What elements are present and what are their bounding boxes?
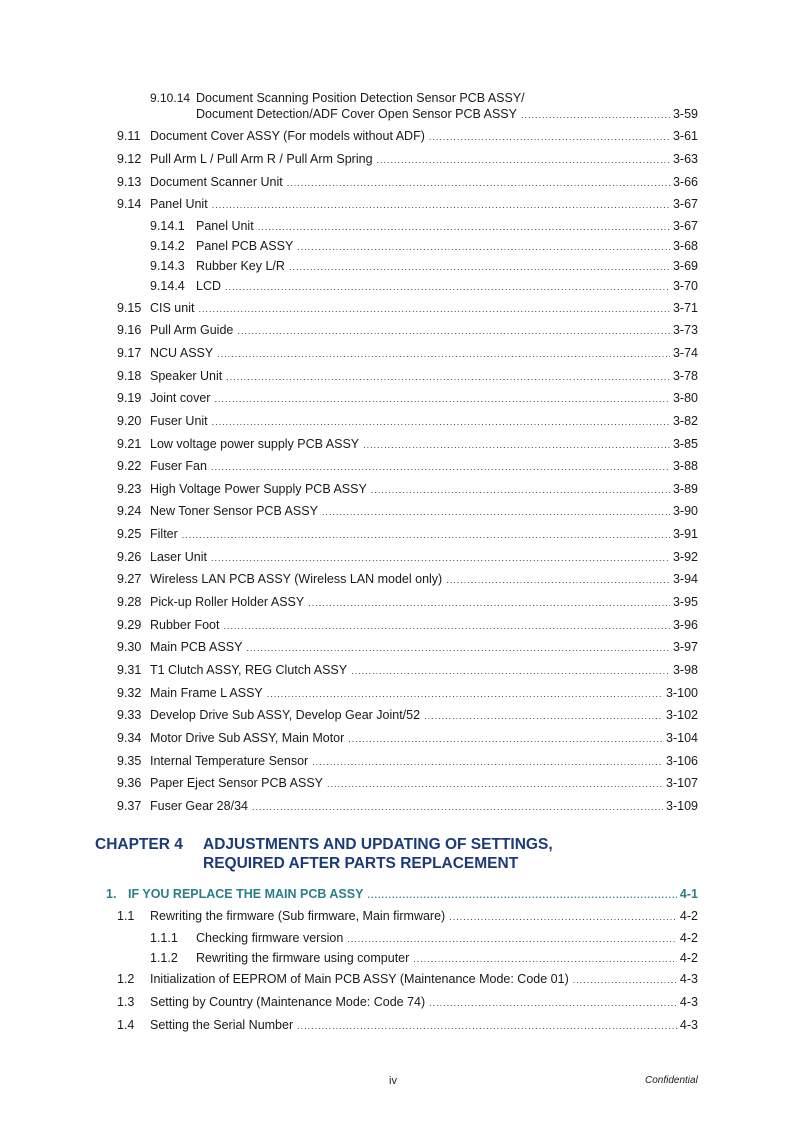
chapter-title-line2: REQUIRED AFTER PARTS REPLACEMENT (203, 855, 519, 872)
toc-num: 1. (106, 887, 117, 901)
toc-num: 9.13 (117, 175, 142, 189)
toc-entry-9-22[interactable] (117, 459, 698, 475)
toc-num: 9.25 (117, 527, 142, 541)
leader-dots (252, 800, 663, 815)
toc-num: 1.1.1 (150, 931, 178, 945)
toc-title: Fuser Fan (150, 459, 207, 473)
toc-page: 3-82 (672, 414, 698, 428)
toc-entry-9-14-1[interactable] (150, 219, 698, 235)
leader-dots (198, 302, 670, 317)
toc-num: 9.10.14 (150, 91, 191, 105)
leader-dots (258, 220, 670, 235)
toc-entry-9-37[interactable] (117, 799, 698, 815)
toc-entry-9-33[interactable] (117, 708, 698, 724)
leader-dots (429, 996, 677, 1011)
toc-entry-9-14-4[interactable] (150, 279, 698, 295)
toc-title: Panel Unit (196, 219, 254, 233)
toc-num: 9.29 (117, 618, 142, 632)
toc-num: 9.12 (117, 152, 142, 166)
toc-num: 9.15 (117, 301, 142, 315)
toc-entry-9-14-2[interactable] (150, 239, 698, 255)
toc-page: 3-97 (672, 640, 698, 654)
toc-num: 9.14.2 (150, 239, 185, 253)
leader-dots (429, 130, 670, 145)
toc-page: 3-63 (672, 152, 698, 166)
toc-page: 4-2 (679, 909, 698, 923)
leader-dots (297, 240, 670, 255)
toc-title: Fuser Gear 28/34 (150, 799, 248, 813)
toc-entry-9-36[interactable] (117, 776, 698, 792)
toc-num: 9.32 (117, 686, 142, 700)
leader-dots (347, 932, 677, 947)
toc-page: 3-91 (672, 527, 698, 541)
leader-dots (308, 596, 670, 611)
toc-num: 9.17 (117, 346, 142, 360)
leader-dots (573, 973, 677, 988)
toc-title: Fuser Unit (150, 414, 208, 428)
toc-num: 1.2 (117, 972, 135, 986)
toc-page: 3-71 (672, 301, 698, 315)
leader-dots (182, 528, 670, 543)
toc-page: 3-107 (666, 776, 698, 790)
toc-title: Low voltage power supply PCB ASSY (150, 437, 360, 451)
leader-dots (267, 687, 663, 702)
toc-title: Pull Arm L / Pull Arm R / Pull Arm Spring (150, 152, 373, 166)
toc-page: 3-73 (672, 323, 698, 337)
toc-title: High Voltage Power Supply PCB ASSY (150, 482, 367, 496)
toc-entry-9-24[interactable] (117, 504, 698, 520)
toc-num: 9.27 (117, 572, 142, 586)
toc-page: 3-67 (672, 219, 698, 233)
toc-entry-1-3[interactable] (117, 995, 698, 1011)
toc-page: 3-104 (666, 731, 698, 745)
toc-page: 3-106 (666, 754, 698, 768)
toc-entry-9-18[interactable] (117, 369, 698, 385)
toc-page: 3-70 (672, 279, 698, 293)
toc-title-line2: Document Detection/ADF Cover Open Sensor PCB ASSY (196, 107, 517, 121)
leader-dots (212, 415, 670, 430)
toc-num: 9.22 (117, 459, 142, 473)
toc-num: 9.14.3 (150, 259, 185, 273)
toc-num: 9.28 (117, 595, 142, 609)
toc-num: 9.37 (117, 799, 142, 813)
leader-dots (287, 176, 670, 191)
toc-entry-1-2[interactable] (117, 972, 698, 988)
toc-entry-9-12[interactable] (117, 152, 698, 168)
toc-entry-1-1-2[interactable] (150, 951, 698, 967)
leader-dots (413, 952, 677, 967)
leader-dots (226, 370, 670, 385)
toc-num: 9.33 (117, 708, 142, 722)
toc-page: 3-59 (672, 107, 698, 121)
leader-dots (446, 573, 670, 588)
toc-num: 9.21 (117, 437, 142, 451)
toc-page: 3-69 (672, 259, 698, 273)
leader-dots (223, 619, 669, 634)
toc-page: 3-74 (672, 346, 698, 360)
leader-dots (214, 392, 670, 407)
toc-entry-9-20[interactable] (117, 414, 698, 430)
toc-num: 9.14 (117, 197, 142, 211)
toc-page: 3-68 (672, 239, 698, 253)
toc-num: 9.18 (117, 369, 142, 383)
toc-num: 1.1 (117, 909, 135, 923)
leader-dots (217, 347, 670, 362)
toc-entry-9-31[interactable] (117, 663, 698, 679)
toc-title: Main Frame L ASSY (150, 686, 263, 700)
toc-title: IF YOU REPLACE THE MAIN PCB ASSY (128, 887, 364, 901)
toc-page: 3-66 (672, 175, 698, 189)
leader-dots (424, 709, 663, 724)
chapter-title-line1: ADJUSTMENTS AND UPDATING OF SETTINGS, (203, 836, 553, 853)
toc-title: Paper Eject Sensor PCB ASSY (150, 776, 324, 790)
toc-num: 9.26 (117, 550, 142, 564)
leader-dots (237, 324, 670, 339)
toc-page: 3-67 (672, 197, 698, 211)
toc-num: 9.24 (117, 504, 142, 518)
toc-title: Wireless LAN PCB ASSY (Wireless LAN model only) (150, 572, 443, 586)
page-number: iv (389, 1075, 397, 1087)
toc-title: Rewriting the firmware (Sub firmware, Main firmware) (150, 909, 446, 923)
toc-title: Panel Unit (150, 197, 208, 211)
toc-entry-9-17[interactable] (117, 346, 698, 362)
toc-page: 3-61 (672, 129, 698, 143)
toc-entry-9-16[interactable] (117, 323, 698, 339)
toc-page: 3-98 (672, 663, 698, 677)
toc-page: 3-90 (672, 504, 698, 518)
toc-page: 3-109 (666, 799, 698, 813)
toc-entry-9-35[interactable] (117, 754, 698, 770)
toc-title: LCD (196, 279, 222, 293)
toc-page: 4-3 (679, 995, 698, 1009)
toc-entry-9-32[interactable] (117, 686, 698, 702)
toc-page: 3-94 (672, 572, 698, 586)
toc-num: 9.14.4 (150, 279, 185, 293)
toc-page: 4-3 (679, 972, 698, 986)
toc-title: T1 Clutch ASSY, REG Clutch ASSY (150, 663, 348, 677)
toc-page: 3-88 (672, 459, 698, 473)
toc-page: 3-89 (672, 482, 698, 496)
leader-dots (449, 910, 677, 925)
toc-title: New Toner Sensor PCB ASSY (150, 504, 318, 518)
toc-title: Rubber Foot (150, 618, 220, 632)
leader-dots (327, 777, 663, 792)
leader-dots (225, 280, 670, 295)
toc-num: 9.23 (117, 482, 142, 496)
toc-num: 9.34 (117, 731, 142, 745)
toc-page: 3-92 (672, 550, 698, 564)
confidential-label: Confidential (645, 1075, 698, 1086)
toc-entry-9-30[interactable] (117, 640, 698, 656)
toc-num: 9.19 (117, 391, 142, 405)
leader-dots (371, 483, 670, 498)
toc-title: Laser Unit (150, 550, 207, 564)
toc-title: Panel PCB ASSY (196, 239, 294, 253)
leader-dots (351, 664, 670, 679)
toc-title: NCU ASSY (150, 346, 214, 360)
toc-page: 4-2 (679, 931, 698, 945)
toc-title: Speaker Unit (150, 369, 223, 383)
toc-entry-9-21[interactable] (117, 437, 698, 453)
leader-dots (246, 641, 670, 656)
toc-entry-9-14[interactable] (117, 197, 698, 213)
toc-num: 9.16 (117, 323, 142, 337)
toc-title: Document Scanner Unit (150, 175, 283, 189)
toc-title: Pull Arm Guide (150, 323, 234, 337)
toc-title: Setting the Serial Number (150, 1018, 294, 1032)
toc-entry-9-19[interactable] (117, 391, 698, 407)
toc-title: Rubber Key L/R (196, 259, 285, 273)
toc-title: Setting by Country (Maintenance Mode: Code 74) (150, 995, 426, 1009)
toc-entry-9-26[interactable] (117, 550, 698, 566)
toc-num: 9.20 (117, 414, 142, 428)
toc-num: 9.14.1 (150, 219, 185, 233)
toc-num: 9.31 (117, 663, 142, 677)
toc-entry-9-11[interactable] (117, 129, 698, 145)
toc-entry-9-28[interactable] (117, 595, 698, 611)
toc-entry-9-23[interactable] (117, 482, 698, 498)
leader-dots (211, 551, 670, 566)
toc-num: 9.30 (117, 640, 142, 654)
toc-title: Checking firmware version (196, 931, 344, 945)
toc-page: 4-1 (679, 887, 698, 901)
toc-page: 3-102 (666, 708, 698, 722)
chapter-heading (95, 835, 553, 873)
toc-entry-4-1[interactable] (106, 887, 698, 903)
toc-page: 3-96 (672, 618, 698, 632)
toc-num: 9.36 (117, 776, 142, 790)
toc-entry-9-25[interactable] (117, 527, 698, 543)
leader-dots (212, 198, 670, 213)
leader-dots (377, 153, 670, 168)
toc-num: 9.35 (117, 754, 142, 768)
toc-num: 1.4 (117, 1018, 135, 1032)
leader-dots (367, 888, 676, 903)
toc-page: 3-78 (672, 369, 698, 383)
toc-num: 9.11 (117, 129, 141, 143)
toc-page: 4-2 (679, 951, 698, 965)
leader-dots (521, 108, 670, 123)
leader-dots (297, 1019, 677, 1034)
toc-entry-1-1-1[interactable] (150, 931, 698, 947)
leader-dots (363, 438, 670, 453)
toc-title: Initialization of EEPROM of Main PCB ASSY (Maintenance Mode: Code 01) (150, 972, 569, 986)
toc-title: Rewriting the firmware using computer (196, 951, 410, 965)
toc-entry-1-4[interactable] (117, 1018, 698, 1034)
toc-title: Develop Drive Sub ASSY, Develop Gear Joint/52 (150, 708, 421, 722)
toc-title: Filter (150, 527, 178, 541)
toc-entry-9-27[interactable] (117, 572, 698, 588)
toc-title: Document Scanning Position Detection Sensor PCB ASSY/ (196, 91, 525, 105)
toc-entry-9-14-3[interactable] (150, 259, 698, 275)
leader-dots (211, 460, 670, 475)
toc-entry-9-15[interactable] (117, 301, 698, 317)
toc-title: Motor Drive Sub ASSY, Main Motor (150, 731, 345, 745)
toc-title: Document Cover ASSY (For models without ADF) (150, 129, 425, 143)
toc-title: CIS unit (150, 301, 195, 315)
leader-dots (289, 260, 670, 275)
toc-entry-1-1[interactable] (117, 909, 698, 925)
toc-num: 1.3 (117, 995, 135, 1009)
toc-num: 1.1.2 (150, 951, 178, 965)
toc-title: Pick-up Roller Holder ASSY (150, 595, 305, 609)
leader-dots (312, 755, 663, 770)
toc-title: Internal Temperature Sensor (150, 754, 309, 768)
leader-dots (322, 505, 670, 520)
toc-page: 3-95 (672, 595, 698, 609)
toc-page: 3-100 (666, 686, 698, 700)
toc-page: 3-85 (672, 437, 698, 451)
toc-entry-9-29[interactable] (117, 618, 698, 634)
toc-title: Main PCB ASSY (150, 640, 243, 654)
leader-dots (348, 732, 663, 747)
toc-entry-9-10-14[interactable] (150, 91, 698, 123)
toc-entry-9-34[interactable] (117, 731, 698, 747)
toc-title: Joint cover (150, 391, 211, 405)
toc-page: 4-3 (679, 1018, 698, 1032)
toc-entry-9-13[interactable] (117, 175, 698, 191)
toc-page: 3-80 (672, 391, 698, 405)
chapter-label: CHAPTER 4 (95, 836, 183, 853)
